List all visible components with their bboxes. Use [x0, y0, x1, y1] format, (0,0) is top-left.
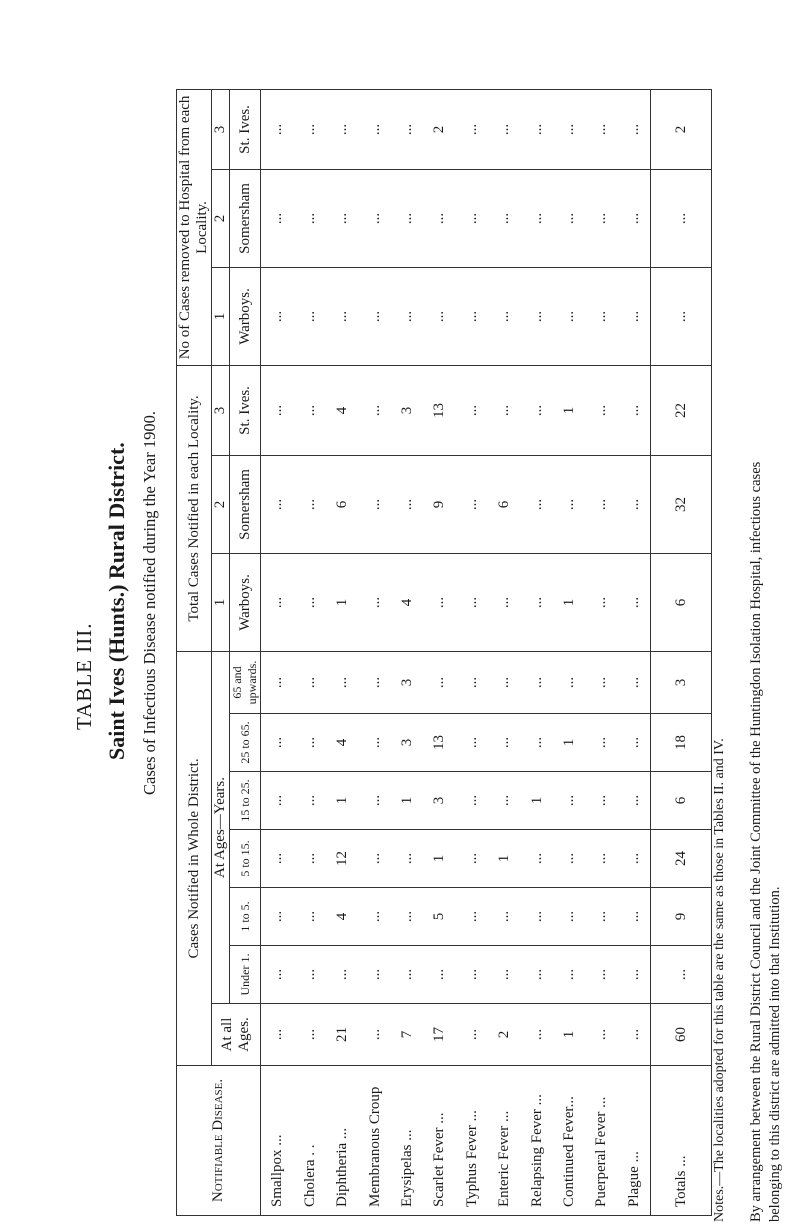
table-cell: 13: [423, 714, 455, 772]
table-cell: 1: [326, 772, 358, 830]
table-cell: ...: [294, 714, 326, 772]
totals-cell: 24: [651, 830, 712, 888]
totals-cell: ...: [651, 169, 712, 267]
page-caption: Cases of Infectious Disease notified during the Year 1900.: [140, 410, 159, 795]
arrangement-text: By arrangement between the Rural District Council and the Joint Committee of the Huntingdon Isolation Hospital, infectious cases: [748, 461, 764, 1222]
table-cell: ...: [261, 888, 294, 946]
table-cell: ...: [294, 651, 326, 713]
table-row: [261, 89, 294, 1215]
table-cell: ...: [488, 772, 520, 830]
header-locality-number: 3: [212, 365, 230, 455]
totals-cell: 22: [651, 365, 712, 455]
table-cell: ...: [553, 455, 585, 553]
totals-cell: 32: [651, 455, 712, 553]
table-cell: ...: [261, 553, 294, 651]
header-locality-number: 2: [212, 455, 230, 553]
header-locality-number: 3: [212, 89, 230, 169]
table-cell: 17: [423, 1004, 455, 1066]
table-cell: ...: [261, 651, 294, 713]
table-cell: 21: [326, 1004, 358, 1066]
table-cell: ...: [488, 888, 520, 946]
table-cell: ...: [261, 1004, 294, 1066]
table-cell: ...: [488, 651, 520, 713]
table-cell: ...: [585, 946, 617, 1004]
table-row: [326, 89, 358, 1215]
table-cell: ...: [520, 714, 552, 772]
table-cell: 1: [423, 830, 455, 888]
table-cell: ...: [294, 365, 326, 455]
table-row: [488, 89, 520, 1215]
table-cell: ...: [618, 89, 651, 169]
table-cell: 1: [488, 830, 520, 888]
table-cell: ...: [261, 830, 294, 888]
disease-name: Relapsing Fever ...: [520, 1066, 552, 1216]
table-cell: ...: [520, 946, 552, 1004]
table-cell: 3: [423, 772, 455, 830]
table-cell: ...: [456, 714, 488, 772]
disease-name: Continued Fever...: [553, 1066, 585, 1216]
disease-name: Plague ...: [618, 1066, 651, 1216]
table-cell: ...: [456, 1004, 488, 1066]
table-cell: ...: [585, 553, 617, 651]
table-cell: ...: [585, 1004, 617, 1066]
table-cell: ...: [294, 455, 326, 553]
table-cell: ...: [456, 553, 488, 651]
table-cell: 6: [326, 455, 358, 553]
totals-label: Totals ...: [651, 1066, 712, 1216]
table-cell: ...: [261, 714, 294, 772]
header-locality: Somersham: [230, 169, 261, 267]
table-cell: ...: [520, 267, 552, 365]
table-cell: ...: [585, 888, 617, 946]
table-cell: ...: [358, 946, 390, 1004]
table-cell: ...: [553, 89, 585, 169]
totals-cell: 60: [651, 1004, 712, 1066]
table-cell: ...: [358, 830, 390, 888]
table-cell: ...: [456, 651, 488, 713]
table-cell: ...: [294, 89, 326, 169]
table-cell: 1: [553, 365, 585, 455]
table-cell: ...: [585, 651, 617, 713]
disease-name: Typhus Fever ...: [456, 1066, 488, 1216]
table-cell: ...: [358, 888, 390, 946]
table-cell: ...: [520, 553, 552, 651]
disease-name: Erysipelas ...: [391, 1066, 423, 1216]
table-cell: ...: [488, 267, 520, 365]
table-cell: ...: [294, 772, 326, 830]
table-cell: ...: [618, 714, 651, 772]
header-notifiable-disease: Notifiable Disease.: [177, 1066, 261, 1216]
table-cell: ...: [585, 830, 617, 888]
table-row: [585, 89, 617, 1215]
table-cell: 1: [553, 553, 585, 651]
table-cell: ...: [456, 89, 488, 169]
header-age-group: 5 to 15.: [230, 830, 261, 888]
table-cell: ...: [358, 455, 390, 553]
table-cell: ...: [261, 267, 294, 365]
table-cell: ...: [391, 455, 423, 553]
table-cell: 4: [326, 714, 358, 772]
table-cell: 5: [423, 888, 455, 946]
disease-name: Scarlet Fever ...: [423, 1066, 455, 1216]
table-cell: 12: [326, 830, 358, 888]
table-cell: ...: [585, 714, 617, 772]
table-cell: ...: [294, 267, 326, 365]
table-cell: ...: [294, 946, 326, 1004]
table-cell: ...: [618, 267, 651, 365]
table-cell: ...: [358, 714, 390, 772]
table-cell: ...: [391, 830, 423, 888]
table-cell: 6: [488, 455, 520, 553]
totals-cell: ...: [651, 267, 712, 365]
table-cell: ...: [585, 365, 617, 455]
totals-cell: 6: [651, 772, 712, 830]
table-cell: ...: [488, 365, 520, 455]
table-cell: 4: [326, 365, 358, 455]
table-cell: ...: [358, 365, 390, 455]
table-cell: 4: [326, 888, 358, 946]
table-cell: ...: [618, 553, 651, 651]
table-cell: ...: [391, 888, 423, 946]
table-cell: ...: [618, 365, 651, 455]
table-cell: ...: [326, 169, 358, 267]
table-cell: 3: [391, 714, 423, 772]
table-cell: ...: [520, 651, 552, 713]
totals-cell: 6: [651, 553, 712, 651]
table-cell: ...: [261, 455, 294, 553]
table-cell: ...: [520, 455, 552, 553]
table-cell: ...: [326, 89, 358, 169]
totals-cell: 3: [651, 651, 712, 713]
table-cell: ...: [261, 365, 294, 455]
table-cell: ...: [488, 169, 520, 267]
table-cell: ...: [423, 169, 455, 267]
table-cell: 1: [520, 772, 552, 830]
totals-cell: 2: [651, 89, 712, 169]
table-cell: ...: [456, 888, 488, 946]
table-cell: 7: [391, 1004, 423, 1066]
table-row: [391, 89, 423, 1215]
table-row: [456, 89, 488, 1215]
totals-cell: 9: [651, 888, 712, 946]
table-cell: 1: [326, 553, 358, 651]
table-cell: 1: [553, 714, 585, 772]
table-cell: 3: [391, 651, 423, 713]
table-row: [618, 89, 651, 1215]
table-row: [423, 89, 455, 1215]
table-cell: ...: [520, 1004, 552, 1066]
table-cell: 3: [391, 365, 423, 455]
table-cell: ...: [294, 830, 326, 888]
disease-name: Puerperal Fever ...: [585, 1066, 617, 1216]
header-cases-whole-district: Cases Notified in Whole District.: [177, 651, 212, 1065]
header-at-all-ages: At all Ages.: [212, 1004, 261, 1066]
table-cell: ...: [618, 455, 651, 553]
disease-name: Smallpox ...: [261, 1066, 294, 1216]
table-cell: ...: [520, 169, 552, 267]
header-age-group: 15 to 25.: [230, 772, 261, 830]
header-age-group: Under 1.: [230, 946, 261, 1004]
table-cell: ...: [423, 553, 455, 651]
notes-text: Notes.—The localities adopted for this table are the same as those in Tables II. and IV.: [712, 738, 727, 1222]
header-locality-number: 1: [212, 553, 230, 651]
table-cell: ...: [456, 830, 488, 888]
totals-cell: 18: [651, 714, 712, 772]
table-cell: 1: [391, 772, 423, 830]
disease-name: Diphtheria ...: [326, 1066, 358, 1216]
table-cell: ...: [520, 830, 552, 888]
table-cell: ...: [456, 169, 488, 267]
table-row: [520, 89, 552, 1215]
table-cell: ...: [456, 267, 488, 365]
table-cell: 13: [423, 365, 455, 455]
table-cell: ...: [553, 946, 585, 1004]
table-cell: ...: [326, 651, 358, 713]
table-cell: ...: [520, 365, 552, 455]
totals-row: [651, 89, 712, 1215]
table-cell: ...: [618, 830, 651, 888]
header-removed-to-hospital: No of Cases removed to Hospital from each Locality.: [177, 89, 212, 365]
table-cell: ...: [456, 946, 488, 1004]
table-row: [553, 89, 585, 1215]
table-cell: ...: [358, 89, 390, 169]
table-cell: ...: [358, 169, 390, 267]
table-cell: ...: [358, 553, 390, 651]
table-cell: ...: [294, 1004, 326, 1066]
table-cell: ...: [488, 553, 520, 651]
header-age-group: 1 to 5.: [230, 888, 261, 946]
table-cell: ...: [553, 169, 585, 267]
table-cell: ...: [261, 89, 294, 169]
table-cell: ...: [618, 651, 651, 713]
table-cell: ...: [326, 267, 358, 365]
header-locality-number: 2: [212, 169, 230, 267]
table-cell: ...: [456, 365, 488, 455]
table-cell: ...: [423, 267, 455, 365]
table-cell: ...: [358, 267, 390, 365]
table-cell: ...: [585, 267, 617, 365]
table-cell: ...: [456, 455, 488, 553]
table-cell: ...: [358, 1004, 390, 1066]
table-cell: ...: [553, 888, 585, 946]
table-cell: ...: [618, 1004, 651, 1066]
table-cell: ...: [585, 89, 617, 169]
table-cell: ...: [553, 830, 585, 888]
table-cell: ...: [294, 169, 326, 267]
table-cell: ...: [520, 888, 552, 946]
table-cell: ...: [261, 946, 294, 1004]
header-total-cases-locality: Total Cases Notified in each Locality.: [177, 365, 212, 651]
table-cell: 9: [423, 455, 455, 553]
table-cell: ...: [618, 169, 651, 267]
table-container: [176, 90, 712, 1216]
table-cell: ...: [423, 946, 455, 1004]
totals-cell: ...: [651, 946, 712, 1004]
table-cell: ...: [585, 169, 617, 267]
table-cell: ...: [358, 772, 390, 830]
header-age-group: 25 to 65.: [230, 714, 261, 772]
table-cell: ...: [488, 946, 520, 1004]
table-cell: ...: [585, 455, 617, 553]
header-locality: Warboys.: [230, 267, 261, 365]
page-title: TABLE III.: [72, 622, 96, 730]
header-locality: Warboys.: [230, 553, 261, 651]
table-cell: ...: [326, 946, 358, 1004]
table-cell: ...: [585, 772, 617, 830]
table-cell: ...: [294, 553, 326, 651]
table-cell: ...: [358, 651, 390, 713]
table-cell: ...: [488, 714, 520, 772]
table-cell: ...: [618, 888, 651, 946]
table-cell: ...: [553, 772, 585, 830]
header-at-ages-years: At Ages—Years.: [212, 651, 230, 1003]
table-cell: ...: [488, 89, 520, 169]
table-body: [261, 89, 712, 1215]
table-cell: ...: [391, 267, 423, 365]
disease-name: Enteric Fever ...: [488, 1066, 520, 1216]
table-cell: ...: [618, 772, 651, 830]
header-locality: St. Ives.: [230, 365, 261, 455]
disease-name: Cholera . .: [294, 1066, 326, 1216]
table-cell: 1: [553, 1004, 585, 1066]
header-age-group: 65 and upwards.: [230, 651, 261, 713]
table-cell: ...: [520, 89, 552, 169]
header-locality-number: 1: [212, 267, 230, 365]
infectious-disease-table: [176, 89, 712, 1216]
disease-name: Membranous Croup: [358, 1066, 390, 1216]
table-cell: ...: [391, 89, 423, 169]
table-cell: ...: [294, 888, 326, 946]
header-locality: St. Ives.: [230, 89, 261, 169]
table-cell: ...: [456, 772, 488, 830]
arrangement-text-continued: belonging to this district are admitted into that Institution.: [767, 886, 783, 1222]
table-cell: ...: [553, 651, 585, 713]
table-cell: 4: [391, 553, 423, 651]
header-locality: Somersham: [230, 455, 261, 553]
table-cell: 2: [488, 1004, 520, 1066]
table-cell: ...: [618, 946, 651, 1004]
table-cell: ...: [261, 169, 294, 267]
table-cell: 2: [423, 89, 455, 169]
table-cell: ...: [391, 169, 423, 267]
table-cell: ...: [391, 946, 423, 1004]
page-subtitle: Saint Ives (Hunts.) Rural District.: [104, 442, 129, 760]
table-cell: ...: [553, 267, 585, 365]
table-row: [294, 89, 326, 1215]
table-cell: ...: [423, 651, 455, 713]
table-cell: ...: [261, 772, 294, 830]
table-row: [358, 89, 390, 1215]
